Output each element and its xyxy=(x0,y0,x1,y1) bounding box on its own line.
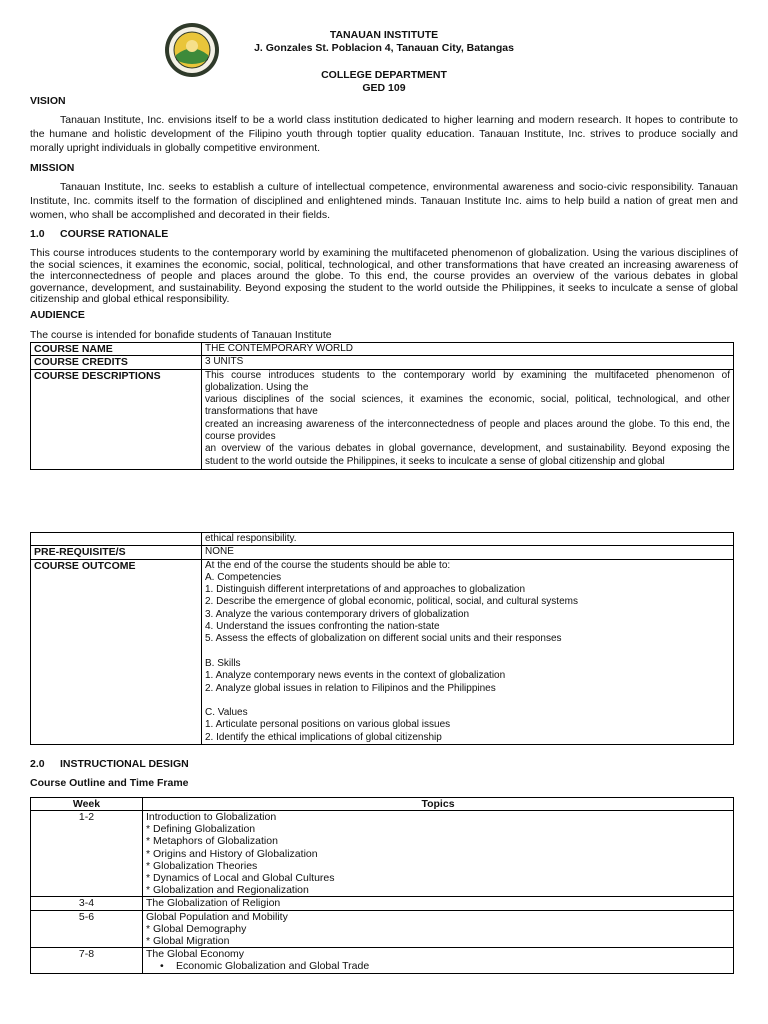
outcome-line: 3. Analyze the various contemporary drivers of globalization xyxy=(205,608,470,620)
description-line: This course introduces students to the contemporary world by examining the multifaceted phenomenon of globalization. Using the xyxy=(205,369,730,393)
outcome-line: 1. Analyze contemporary news events in the context of globalization xyxy=(205,670,506,682)
audience-heading: AUDIENCE xyxy=(30,309,85,321)
section-number: 2.0 xyxy=(30,758,45,770)
topics-cell xyxy=(143,948,734,973)
description-line: an overview of the various debates in global governance, development, and sustainability. Beyond exposing the student to the world outside the Philippines, it seeks to inculcate a sense of global citizenship and global xyxy=(205,443,730,467)
course-description-label: COURSE DESCRIPTIONS xyxy=(31,369,202,469)
week-cell: 1-2 xyxy=(31,811,143,897)
topic-line: * Global Migration xyxy=(146,935,230,948)
institution-name: TANAUAN INSTITUTE xyxy=(329,29,439,41)
table-row xyxy=(31,910,734,948)
topic-line: * Origins and History of Globalization xyxy=(146,847,318,860)
outcome-line: 5. Assess the effects of globalization on different social units and their responses xyxy=(205,633,562,645)
week-cell: 5-6 xyxy=(31,910,143,948)
course-description-continued: ethical responsibility. xyxy=(202,533,734,546)
section-title: INSTRUCTIONAL DESIGN xyxy=(60,758,189,770)
outcome-line: A. Competencies xyxy=(205,571,282,583)
vision-text: Tanauan Institute, Inc. envisions itself to be a world class institution dedicated to higher learning and modern research. It hopes to contribute to the humane and holistic development of the Filipino youth through toptier quality education. Tanauan Institute, Inc. strives to produce socially and morally upright individuals in globally competitive environment. xyxy=(30,114,738,154)
course-outcome-label: COURSE OUTCOME xyxy=(31,559,202,744)
outline-subtitle: Course Outline and Time Frame xyxy=(30,777,189,789)
outcome-line: 2. Describe the emergence of global economic, political, social, and cultural systems xyxy=(205,596,578,608)
table-header-row xyxy=(31,798,734,811)
outcome-line: 1. Articulate personal positions on various global issues xyxy=(205,719,451,731)
course-info-table xyxy=(30,342,734,470)
outcome-line: 2. Analyze global issues in relation to Filipinos and the Philippines xyxy=(205,682,496,694)
outcome-line: At the end of the course the students should be able to: xyxy=(205,559,451,571)
week-cell: 3-4 xyxy=(31,897,143,910)
topic-line: The Globalization of Religion xyxy=(146,897,281,910)
table-row xyxy=(31,948,734,973)
rationale-heading xyxy=(30,228,168,240)
vision-heading: VISION xyxy=(30,95,66,107)
table-row xyxy=(31,559,734,744)
outcome-line: 4. Understand the issues confronting the nation-state xyxy=(205,621,440,633)
course-name-label: COURSE NAME xyxy=(31,343,202,356)
design-heading xyxy=(30,758,189,770)
mission-text: Tanauan Institute, Inc. seeks to establish a culture of intellectual competence, environmental awareness and socio-civic responsibility. Tanauan Institute, Inc. commits itself to the formation of disciplined and enlightened minds. Tanauan Institute Inc. aims to help build a nation of great men and women, who shall be accomplished and decorated in their fields. xyxy=(30,181,738,221)
topics-cell xyxy=(143,897,734,910)
course-outcome-value xyxy=(202,559,734,744)
section-title: COURSE RATIONALE xyxy=(60,228,169,240)
week-column-header: Week xyxy=(31,798,143,811)
table-row xyxy=(31,343,734,356)
course-info-table-continued xyxy=(30,532,734,745)
institution-address: J. Gonzales St. Poblacion 4, Tanauan City, Batangas xyxy=(254,42,514,54)
week-cell: 7-8 xyxy=(31,948,143,973)
outcome-line: 1. Distinguish different interpretations of and approaches to globalization xyxy=(205,584,526,596)
section-number: 1.0 xyxy=(30,228,45,240)
audience-text: The course is intended for bonafide students of Tanauan Institute xyxy=(30,329,332,341)
prerequisite-value: NONE xyxy=(202,546,734,559)
topic-line: * Dynamics of Local and Global Cultures xyxy=(146,872,335,885)
topic-line: The Global Economy xyxy=(146,948,245,961)
empty-label-cell xyxy=(31,533,202,546)
outcome-line: B. Skills xyxy=(205,657,241,669)
outcome-line xyxy=(205,646,730,658)
topic-line: * Global Demography xyxy=(146,922,247,935)
course-code: GED 109 xyxy=(362,82,406,94)
department-name: COLLEGE DEPARTMENT xyxy=(321,69,447,81)
course-credits-value: 3 UNITS xyxy=(202,356,734,369)
mission-heading: MISSION xyxy=(30,162,75,174)
prerequisite-label: PRE-REQUISITE/S xyxy=(31,546,202,559)
topics-column-header: Topics xyxy=(143,798,734,811)
rationale-text: This course introduces students to the contemporary world by examining the multifaceted phenomenon of globalization. Using the various disciplines of the social sciences, it examines the economic, social, political, technological, and other transformations that have created an increasing awareness of the interconnectedness of people and places around the globe. To this end, the course provides an overview of the various debates in global governance, development, and sustainability. Beyond exposing the student to the world outside the Philippines, it seeks to inculcate a sense of global citizenship and global ethical responsibility. xyxy=(30,247,738,306)
topic-line: Introduction to Globalization xyxy=(146,811,277,823)
outcome-line: 2. Identify the ethical implications of global citizenship xyxy=(205,731,442,743)
course-description-value xyxy=(202,369,734,469)
topic-line: * Metaphors of Globalization xyxy=(146,835,278,848)
outcome-line: C. Values xyxy=(205,707,248,719)
course-outline-table xyxy=(30,797,734,974)
description-line: various disciplines of the social sciences, it examines the economic, social, political, technological, and other transformations that have xyxy=(205,394,730,418)
topic-line: * Globalization Theories xyxy=(146,859,258,872)
topic-line: * Globalization and Regionalization xyxy=(146,884,309,897)
table-row xyxy=(31,356,734,369)
topic-line: * Defining Globalization xyxy=(146,823,256,836)
outcome-line xyxy=(205,695,730,707)
table-row xyxy=(31,533,734,546)
topics-cell xyxy=(143,811,734,897)
course-credits-label: COURSE CREDITS xyxy=(31,356,202,369)
table-row xyxy=(31,897,734,910)
bullet-text: Economic Globalization and Global Trade xyxy=(176,960,370,973)
table-row xyxy=(31,546,734,559)
topics-cell xyxy=(143,910,734,948)
description-line: created an increasing awareness of the interconnectedness of people and places around the globe. To this end, the course provides xyxy=(205,418,730,443)
table-row xyxy=(31,369,734,469)
topic-bullet xyxy=(146,960,730,972)
course-name-value: THE CONTEMPORARY WORLD xyxy=(202,343,734,356)
topic-line: Global Population and Mobility xyxy=(146,910,288,923)
table-row xyxy=(31,811,734,897)
